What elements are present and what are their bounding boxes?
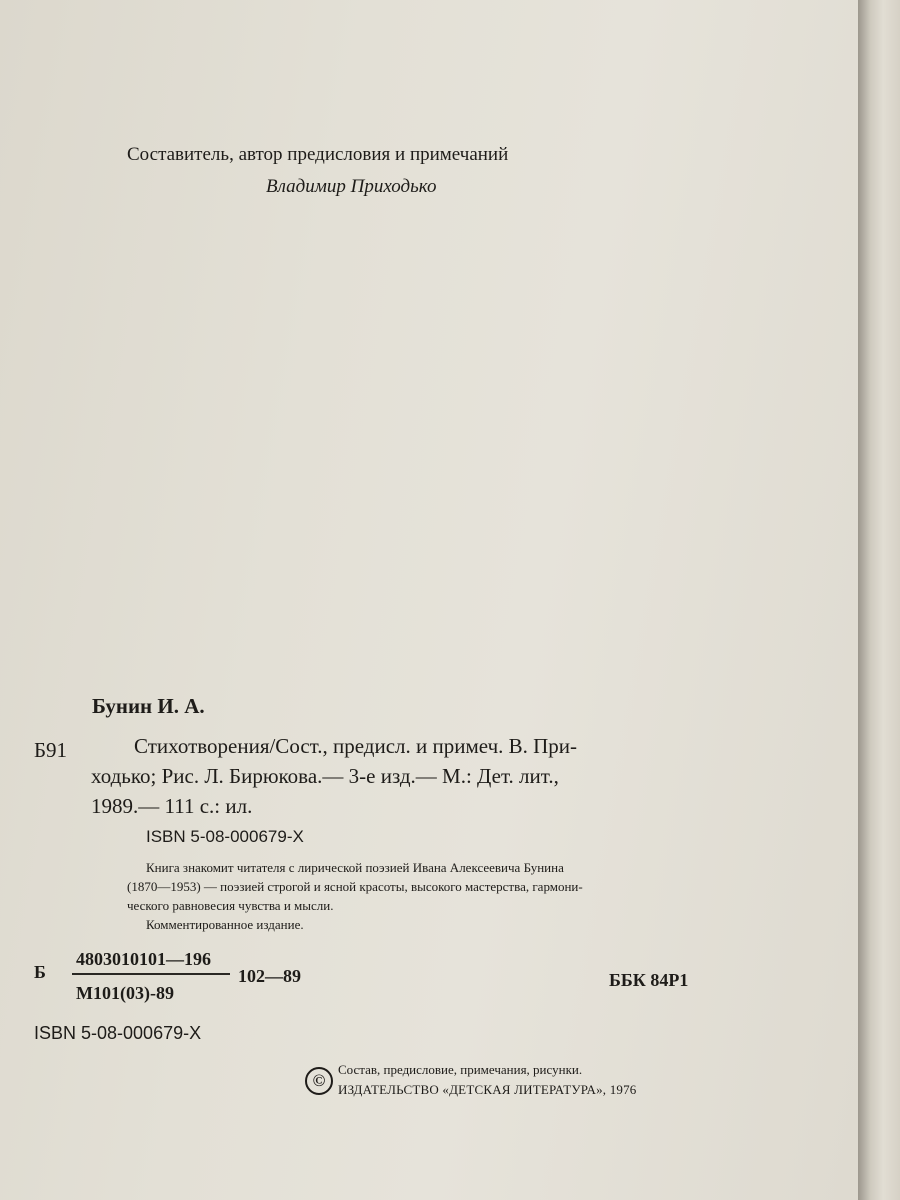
index-suffix: 102—89 — [238, 966, 301, 986]
copyright-icon: © — [305, 1067, 333, 1095]
abstract-line: Комментированное издание. — [146, 917, 304, 932]
index-numerator: 4803010101—196 — [76, 949, 211, 969]
index-letter: Б — [34, 962, 46, 982]
abstract-line: Книга знакомит читателя с лирической поэзией Ивана Алексеевича Бунина — [146, 860, 564, 875]
page-edge — [858, 0, 900, 1200]
catalog-isbn: ISBN 5-08-000679-X — [146, 827, 304, 846]
fraction-rule — [72, 973, 230, 975]
catalog-author: Бунин И. А. — [92, 694, 205, 718]
bibliographic-line: ходько; Рис. Л. Бирюкова.— 3-е изд.— М.: Дет. лит., — [91, 764, 559, 788]
compiler-label: Составитель, автор предисловия и примечаний — [127, 144, 509, 165]
footer-isbn: ISBN 5-08-000679-X — [34, 1023, 202, 1043]
call-number: Б91 — [34, 738, 68, 762]
index-denominator: М101(03)-89 — [76, 983, 174, 1003]
copyright-publisher: ИЗДАТЕЛЬСТВО «ДЕТСКАЯ ЛИТЕРАТУРА», 1976 — [338, 1082, 637, 1097]
copyright-line: Состав, предисловие, примечания, рисунки. — [338, 1062, 583, 1077]
bbk-code: ББК 84Р1 — [609, 970, 689, 990]
compiler-name: Владимир Приходько — [266, 176, 437, 197]
bibliographic-line: 1989.— 111 с.: ил. — [91, 794, 253, 818]
abstract-line: (1870—1953) — поэзией строгой и ясной красоты, высокого мастерства, гармони- — [127, 879, 583, 894]
bibliographic-line: Стихотворения/Сост., предисл. и примеч. В. При- — [134, 734, 578, 758]
abstract-line: ческого равновесия чувства и мысли. — [127, 898, 334, 913]
